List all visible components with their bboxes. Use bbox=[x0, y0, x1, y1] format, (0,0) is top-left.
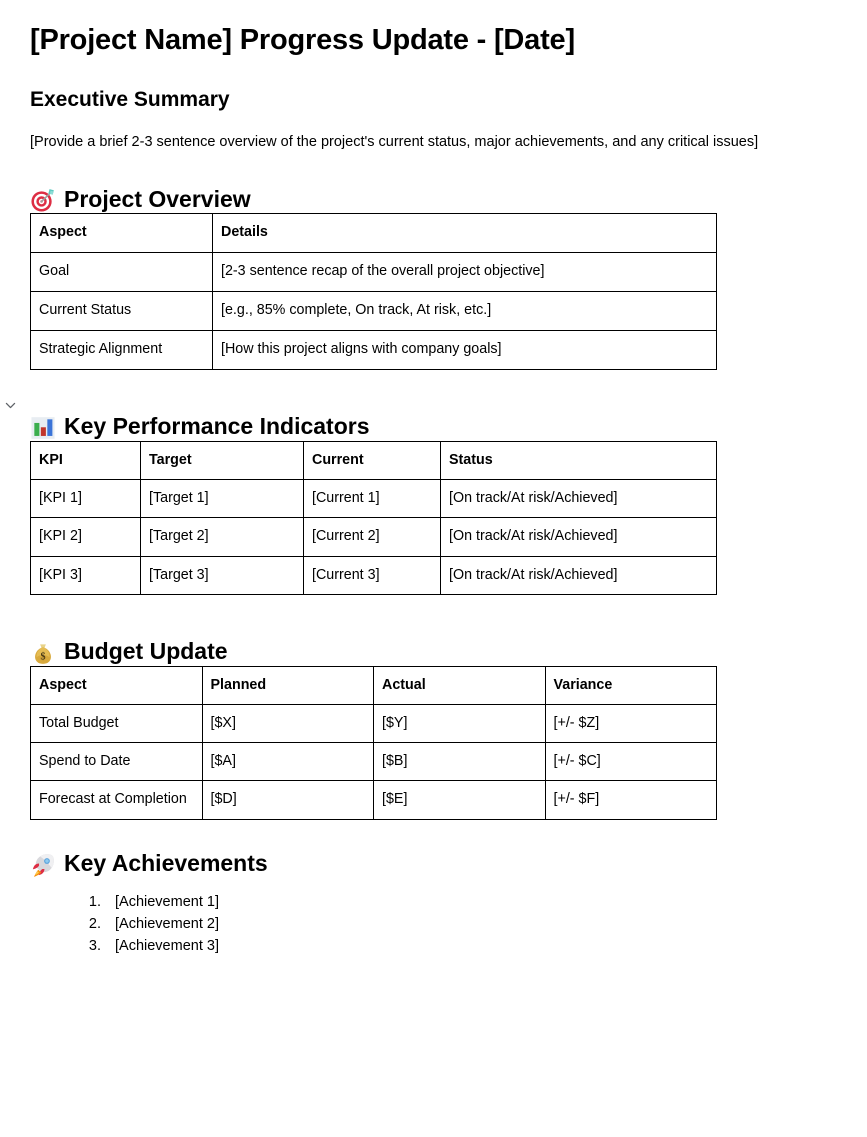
table-cell: Forecast at Completion bbox=[31, 781, 203, 819]
dart-target-emoji bbox=[30, 187, 56, 213]
project-overview-table bbox=[30, 213, 717, 370]
table-cell: [KPI 1] bbox=[31, 480, 141, 518]
table-cell: [+/- $Z] bbox=[545, 704, 717, 742]
table-cell: [$Y] bbox=[374, 704, 546, 742]
bar-chart-emoji bbox=[30, 415, 56, 441]
money-bag-emoji bbox=[30, 640, 56, 666]
table-cell: [On track/At risk/Achieved] bbox=[441, 518, 717, 556]
table-cell: [On track/At risk/Achieved] bbox=[441, 480, 717, 518]
table-row bbox=[31, 781, 717, 819]
rocket-emoji bbox=[30, 852, 56, 878]
table-row bbox=[31, 704, 717, 742]
table-row bbox=[31, 480, 717, 518]
list-item: 3. [Achievement 3] bbox=[105, 935, 840, 957]
table-cell: [Current 1] bbox=[304, 480, 441, 518]
table-row bbox=[31, 292, 717, 331]
heading-key-achievements bbox=[30, 820, 840, 878]
table-cell: [Target 1] bbox=[141, 480, 304, 518]
table-header-row bbox=[31, 214, 717, 253]
table-row bbox=[31, 331, 717, 370]
heading-budget-update bbox=[30, 595, 840, 666]
table-row bbox=[31, 518, 717, 556]
kpi-table bbox=[30, 441, 717, 595]
table-cell: [$E] bbox=[374, 781, 546, 819]
table-cell: [e.g., 85% complete, On track, At risk, etc.] bbox=[213, 292, 717, 331]
table-cell: [How this project aligns with company goals] bbox=[213, 331, 717, 370]
heading-budget-label: Budget Update bbox=[64, 637, 228, 664]
column-header-actual: Actual bbox=[374, 666, 546, 704]
list-item: 2. [Achievement 2] bbox=[105, 913, 840, 935]
table-cell: Spend to Date bbox=[31, 743, 203, 781]
column-header-kpi: KPI bbox=[31, 441, 141, 479]
table-cell: Total Budget bbox=[31, 704, 203, 742]
column-header-target: Target bbox=[141, 441, 304, 479]
table-row bbox=[31, 743, 717, 781]
heading-project-overview bbox=[30, 153, 840, 214]
column-header-status: Status bbox=[441, 441, 717, 479]
heading-kpi-label: Key Performance Indicators bbox=[64, 413, 370, 440]
heading-project-overview-label: Project Overview bbox=[64, 185, 251, 212]
list-item: 1. [Achievement 1] bbox=[105, 891, 840, 913]
table-header-row bbox=[31, 666, 717, 704]
column-header-aspect: Aspect bbox=[31, 214, 213, 253]
table-cell: Goal bbox=[31, 253, 213, 292]
table-header-row bbox=[31, 441, 717, 479]
table-cell: [+/- $C] bbox=[545, 743, 717, 781]
table-cell: Current Status bbox=[31, 292, 213, 331]
table-cell: [+/- $F] bbox=[545, 781, 717, 819]
table-cell: Strategic Alignment bbox=[31, 331, 213, 370]
column-header-variance: Variance bbox=[545, 666, 717, 704]
table-cell: [$X] bbox=[202, 704, 374, 742]
executive-summary-body: [Provide a brief 2-3 sentence overview of the project's current status, major achievements, and any critical issues] bbox=[30, 133, 759, 150]
table-cell: [Current 3] bbox=[304, 556, 441, 594]
column-header-planned: Planned bbox=[202, 666, 374, 704]
table-cell: [$B] bbox=[374, 743, 546, 781]
table-row bbox=[31, 556, 717, 594]
table-cell: [Current 2] bbox=[304, 518, 441, 556]
table-cell: [KPI 2] bbox=[31, 518, 141, 556]
table-cell: [2-3 sentence recap of the overall project objective] bbox=[213, 253, 717, 292]
table-cell: [On track/At risk/Achieved] bbox=[441, 556, 717, 594]
svg-text:$: $ bbox=[40, 651, 46, 663]
heading-executive-summary: Executive Summary bbox=[30, 88, 230, 112]
heading-achievements-label: Key Achievements bbox=[64, 849, 268, 876]
table-cell: [Target 2] bbox=[141, 518, 304, 556]
table-cell: [Target 3] bbox=[141, 556, 304, 594]
key-achievements-list bbox=[30, 877, 840, 957]
table-cell: [KPI 3] bbox=[31, 556, 141, 594]
chevron-down-icon[interactable] bbox=[2, 397, 18, 413]
column-header-details: Details bbox=[213, 214, 717, 253]
heading-key-performance-indicators bbox=[30, 370, 840, 441]
column-header-aspect: Aspect bbox=[31, 666, 203, 704]
page-title: [Project Name] Progress Update - [Date] bbox=[30, 24, 575, 56]
table-cell: [$D] bbox=[202, 781, 374, 819]
budget-table bbox=[30, 666, 717, 820]
column-header-current: Current bbox=[304, 441, 441, 479]
table-row bbox=[31, 253, 717, 292]
table-cell: [$A] bbox=[202, 743, 374, 781]
